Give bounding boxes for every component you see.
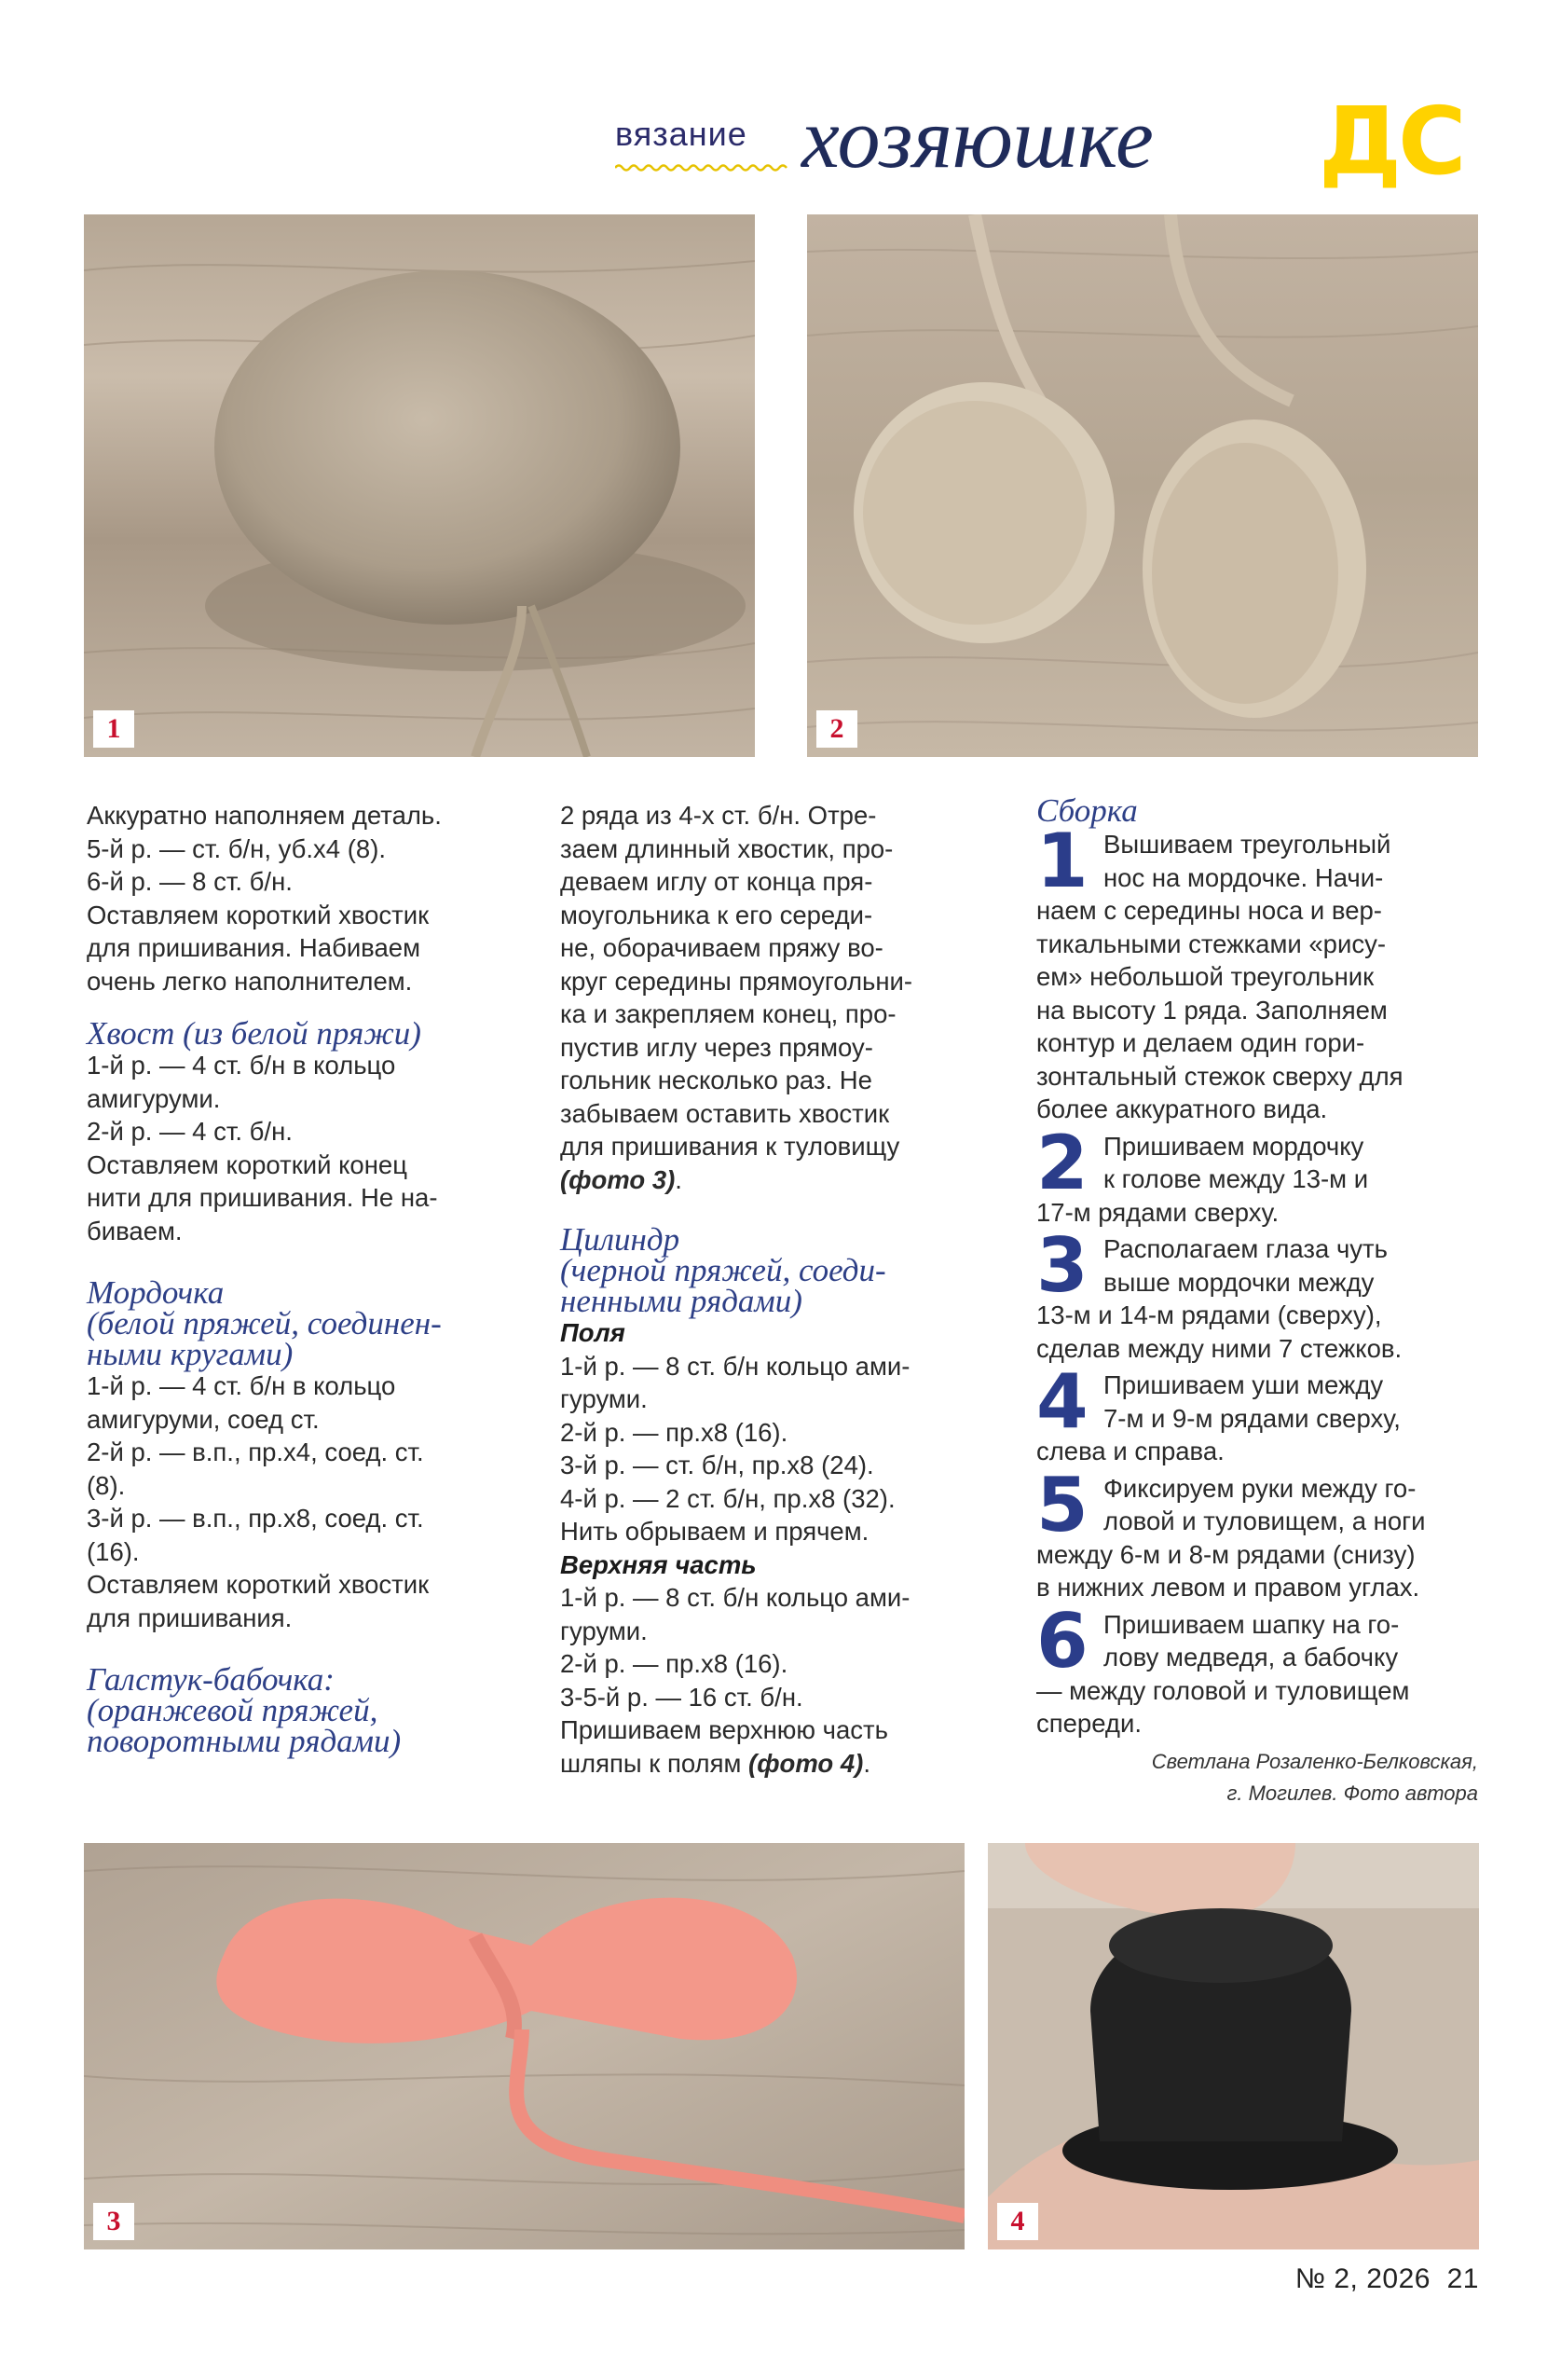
photo-4-top-hat [988, 1843, 1479, 2249]
text-line: 6-й р. — 8 ст. б/н. [87, 867, 293, 896]
text-line [560, 1163, 1007, 1197]
author-city: г. Могилев. Фото автора [1226, 1781, 1478, 1805]
photo-ref: (фото 4) [748, 1748, 864, 1778]
text-line: — между головой и туловищем [1036, 1675, 1410, 1705]
page-header [596, 89, 1491, 200]
page-number: 21 [1446, 2263, 1479, 2294]
text-column-1 [87, 799, 534, 1759]
text-line: для пришивания к туловищу [560, 1132, 900, 1161]
text-line: выше мордочки между [1103, 1267, 1375, 1297]
text-line: пустив иглу через прямоу- [560, 1032, 873, 1062]
text-line: 2 ряда из 4-х ст. б/н. Отре- [560, 801, 877, 830]
text-line: гольник несколько раз. Не [560, 1066, 872, 1094]
bow-heading [87, 1661, 534, 1759]
text-line: Оставляем короткий конец [87, 1149, 407, 1179]
text-line: 2-й р. — пр.х8 (16). [560, 1649, 788, 1678]
step-number: 1 [1036, 818, 1089, 904]
text-line: более аккуратного вида. [1036, 1094, 1328, 1123]
step-number: 3 [1036, 1222, 1089, 1309]
text-line: амигуруми. [87, 1083, 221, 1113]
page-footer [1295, 2263, 1479, 2295]
assembly-step-3 [1036, 1222, 1478, 1365]
brim-instructions [560, 1350, 1007, 1548]
heading-line: Мордочка [87, 1274, 225, 1311]
text-line: 3-й р. — ст. б/н, пр.х8 (24). [560, 1451, 874, 1479]
text-span: шляпы к полям [560, 1748, 742, 1778]
heading-line: ненными рядами) [560, 1283, 802, 1319]
text-line: 1-й р. — 4 ст. б/н в кольцо [87, 1051, 396, 1080]
text-line: Пришиваем верхнюю часть [560, 1715, 888, 1744]
text-line: нити для пришивания. Не на- [87, 1183, 438, 1212]
muzzle-instructions [87, 1369, 534, 1634]
text-line: в нижних левом и правом углах. [1036, 1573, 1420, 1602]
text-line: Располагаем глаза чуть [1103, 1234, 1388, 1263]
top-heading: Верхняя часть [560, 1549, 757, 1579]
heading-line: ными кругами) [87, 1336, 294, 1372]
text-column-2 [560, 799, 1007, 1780]
tail-heading: Хвост (из белой пряжи) [87, 1015, 421, 1052]
text-line: контур и делаем один гори- [1036, 1028, 1365, 1057]
photo-2-legs [807, 214, 1478, 757]
photo-badge: 4 [997, 2203, 1038, 2240]
text-line: амигуруми, соед ст. [87, 1404, 320, 1434]
assembly-step-4 [1036, 1358, 1478, 1468]
text-line: (8). [87, 1470, 126, 1500]
text-line: 1-й р. — 8 ст. б/н кольцо ами- [560, 1351, 911, 1381]
text-line: Вышиваем треугольный [1103, 830, 1391, 859]
wave-decoration [615, 163, 787, 172]
text-line: гуруми. [560, 1384, 648, 1413]
text-line: для пришивания. Набиваем [87, 933, 420, 962]
heading-line: (черной пряжей, соеди- [560, 1252, 886, 1288]
step-text [1036, 1369, 1478, 1468]
author-credit [1036, 1746, 1478, 1809]
step-text [1036, 1130, 1478, 1230]
photo-badge: 2 [816, 710, 857, 748]
text-line: 4-й р. — 2 ст. б/н, пр.х8 (32). [560, 1483, 896, 1513]
text-line: на высоту 1 ряда. Заполняем [1036, 995, 1388, 1025]
text-line: 13-м и 14-м рядами (сверху), [1036, 1300, 1382, 1329]
heading-line: Галстук-бабочка: [87, 1661, 335, 1698]
text-line: Пришиваем шапку на го- [1103, 1609, 1400, 1639]
bow-instructions [560, 799, 1007, 1196]
heading-line: (оранжевой пряжей, [87, 1692, 378, 1728]
text-line: биваем. [87, 1216, 183, 1245]
body-intro [87, 799, 534, 997]
text-line: заем длинный хвостик, про- [560, 833, 894, 863]
heading-line: поворотными рядами) [87, 1723, 402, 1759]
text-line: 7-м и 9-м рядами сверху, [1103, 1403, 1401, 1433]
top-instructions [560, 1581, 1007, 1780]
text-line: для пришивания. [87, 1603, 293, 1632]
photo-3-bow-tie [84, 1843, 965, 2249]
text-line: к голове между 13-м и [1103, 1164, 1369, 1193]
text-line: Оставляем короткий хвостик [87, 1570, 430, 1599]
step-text [1036, 1232, 1478, 1365]
tail-instructions [87, 1049, 534, 1247]
photo-ref: (фото 3) [560, 1164, 676, 1194]
text-line: деваем иглу от конца пря- [560, 867, 873, 896]
text-line: круг середины прямоугольни- [560, 966, 913, 996]
section-label: вязание [615, 115, 747, 153]
text-line: очень легко наполнителем. [87, 966, 413, 996]
text-line: 2-й р. — 4 ст. б/н. [87, 1117, 293, 1146]
assembly-step-5 [1036, 1461, 1478, 1604]
text-line: забываем оставить хвостик [560, 1098, 890, 1128]
text-line: 3-й р. — в.п., пр.х8, соед. ст. [87, 1504, 424, 1533]
step-number: 2 [1036, 1119, 1089, 1206]
text-line: ловой и туловищем, а ноги [1103, 1506, 1426, 1535]
text-line: ем» небольшой треугольник [1036, 962, 1375, 991]
muzzle-heading [87, 1274, 534, 1372]
text-column-3 [1036, 792, 1478, 1809]
text-line: 1-й р. — 4 ст. б/н в кольцо [87, 1371, 396, 1400]
step-number: 6 [1036, 1597, 1089, 1685]
author-name: Светлана Розаленко-Белковская, [1151, 1749, 1478, 1773]
text-line: слева и справа. [1036, 1437, 1225, 1465]
text-line: Аккуратно наполняем деталь. [87, 801, 442, 830]
brim-heading: Поля [560, 1318, 625, 1347]
rubric-title: хозяюшке [801, 90, 1154, 186]
text-line: сделав между ними 7 стежков. [1036, 1333, 1403, 1363]
text-line: моугольника к его середи- [560, 900, 873, 929]
issue-number: № 2, 2026 [1294, 2263, 1431, 2294]
text-line: гуруми. [560, 1616, 648, 1645]
text-line: нос на мордочке. Начи- [1103, 862, 1384, 892]
step-number: 4 [1036, 1358, 1089, 1445]
text-line: Нить обрываем и прячем. [560, 1517, 870, 1546]
assembly-step-6 [1036, 1597, 1478, 1740]
text-line: наем с середины носа и вер- [1036, 896, 1382, 925]
text-line: зонтальный стежок сверху для [1036, 1061, 1404, 1091]
step-number: 5 [1036, 1461, 1089, 1548]
text-line: лову медведя, а бабочку [1103, 1643, 1399, 1672]
text-line: Оставляем короткий хвостик [87, 900, 430, 929]
text-line: 2-й р. — в.п., пр.х4, соед. ст. [87, 1438, 424, 1466]
text-line: 17-м рядами сверху. [1036, 1197, 1280, 1227]
text-line: Пришиваем мордочку [1103, 1131, 1364, 1161]
text-line: 2-й р. — пр.х8 (16). [560, 1417, 788, 1447]
punct: . [863, 1748, 870, 1778]
text-line: тикальными стежками «рису- [1036, 929, 1386, 958]
hat-heading [560, 1221, 1007, 1319]
heading-line: Цилиндр [560, 1221, 680, 1258]
photo-badge: 3 [93, 2203, 134, 2240]
text-line: Пришиваем уши между [1103, 1370, 1384, 1399]
assembly-step-1 [1036, 818, 1478, 1126]
text-line: (16). [87, 1536, 140, 1566]
text-line: 5-й р. — ст. б/н, уб.х4 (8). [87, 833, 386, 863]
text-line: 3-5-й р. — 16 ст. б/н. [560, 1682, 803, 1712]
magazine-logo: ДС [1319, 87, 1463, 196]
step-text [1036, 1472, 1478, 1604]
photo-1-body [84, 214, 755, 757]
text-line: не, оборачиваем пряжу во- [560, 933, 883, 962]
punct: . [675, 1164, 682, 1194]
text-line: Фиксируем руки между го- [1103, 1473, 1417, 1503]
step-text [1036, 828, 1478, 1126]
text-line: ка и закрепляем конец, про- [560, 999, 897, 1028]
text-line: спереди. [1036, 1709, 1142, 1738]
heading-line: (белой пряжей, соединен- [87, 1305, 442, 1341]
text-line [560, 1747, 1007, 1781]
assembly-step-2 [1036, 1119, 1478, 1230]
step-text [1036, 1608, 1478, 1740]
photo-badge: 1 [93, 710, 134, 748]
text-line: между 6-м и 8-м рядами (снизу) [1036, 1539, 1416, 1569]
text-line: 1-й р. — 8 ст. б/н кольцо ами- [560, 1583, 911, 1612]
assembly-heading: Сборка [1036, 792, 1138, 829]
